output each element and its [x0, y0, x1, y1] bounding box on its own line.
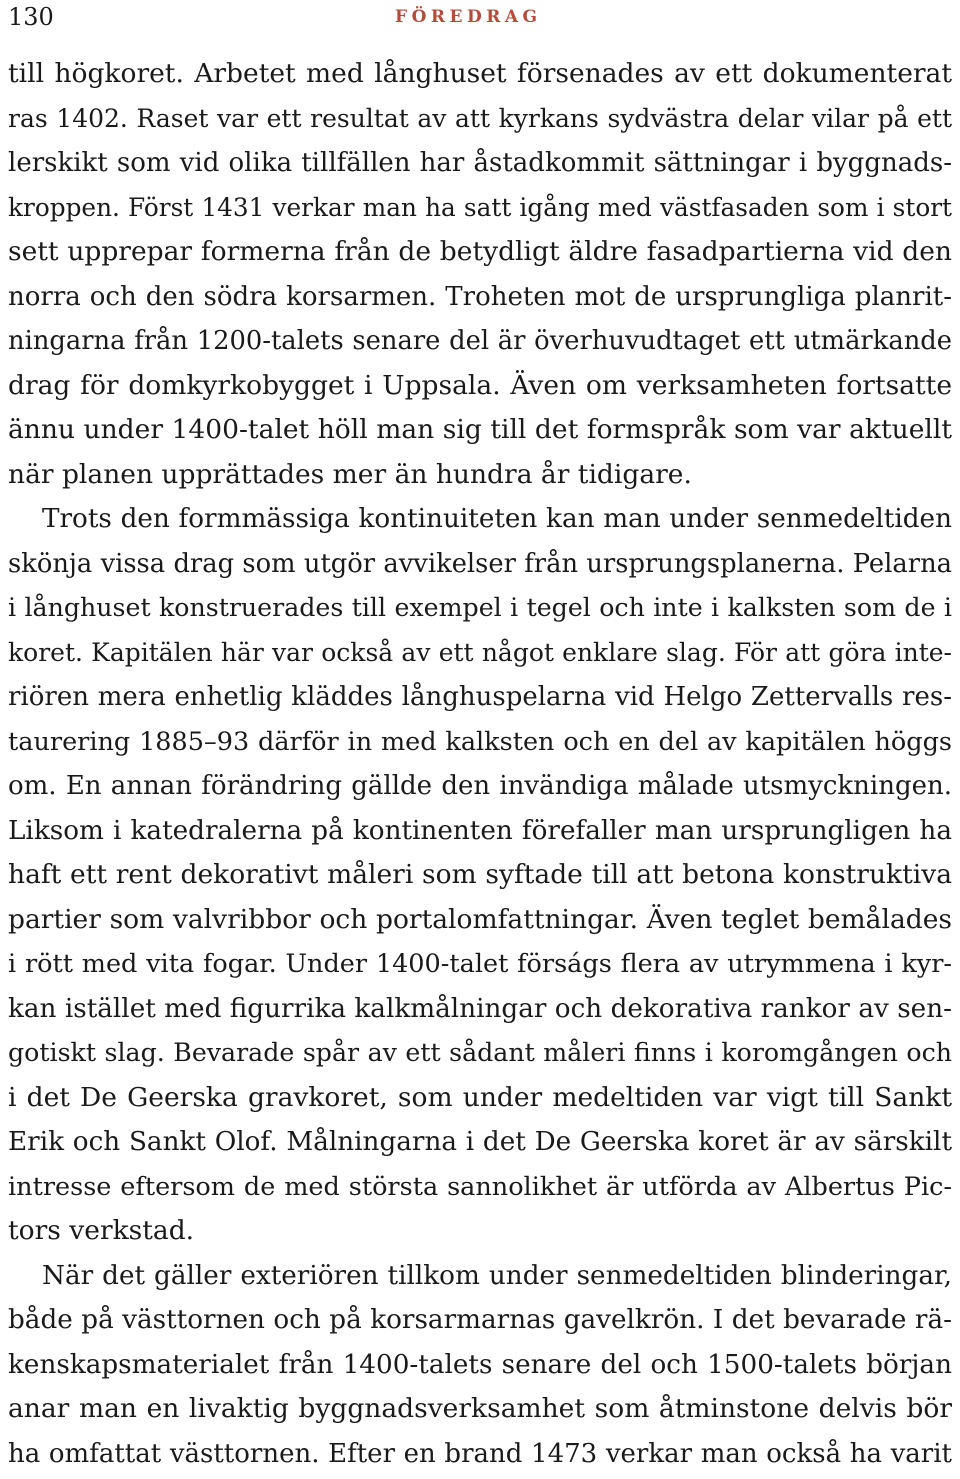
- page-number: 130: [8, 3, 54, 31]
- text-line: i det De Geerska gravkoret, som under medeltiden var vigt till Sankt: [8, 1081, 952, 1113]
- text-line: gotiskt slag. Bevarade spår av ett sådant måleri finns i koromgången och: [8, 1038, 952, 1067]
- text-line: anar man en livaktig byggnadsverksamhet som åtminstone delvis bör: [8, 1393, 952, 1424]
- text-line: kan istället med figurrika kalkmålningar och dekorativa rankor av sen-: [8, 993, 952, 1024]
- text-line: ha omfattat västtornen. Efter en brand 1473 verkar man också ha varit: [8, 1438, 952, 1469]
- text-line: lerskikt som vid olika tillfällen har åstadkommit sättningar i byggnads-: [8, 148, 952, 178]
- text-line: intresse eftersom de med största sannolikhet är utförda av Albertus Pic-: [8, 1171, 952, 1202]
- text-line: taurering 1885–93 därför in med kalksten och en del av kapitälen höggs: [8, 726, 952, 757]
- text-line: partier som valvribbor och portalomfattningar. Även teglet bemålades: [8, 903, 952, 935]
- text-line: När det gäller exteriören tillkom under senmedeltiden blinderingar,: [42, 1260, 952, 1291]
- text-line: i rött med vita fogar. Under 1400-talet förságs flera av utrymmena i kyr-: [8, 949, 952, 979]
- running-head: FÖREDRAG: [395, 7, 542, 27]
- text-line: norra och den södra korsarmen. Troheten mot de ursprungliga planrit-: [8, 281, 952, 312]
- text-line: kroppen. Först 1431 verkar man ha satt igång med västfasaden som i stort: [8, 192, 952, 222]
- text-line: om. En annan förändring gällde den invändiga målade utsmyckningen.: [8, 771, 952, 801]
- text-line: ningarna från 1200-talets senare del är överhuvudtaget ett utmärkande: [8, 326, 952, 356]
- text-line: Trots den formmässiga kontinuiteten kan man under senmedeltiden: [42, 504, 952, 534]
- text-line: när planen upprättades mer än hundra år tidigare.: [8, 458, 692, 490]
- body-text: [8, 52, 952, 1476]
- text-line: drag för domkyrkobygget i Uppsala. Även om verksamheten fortsatte: [8, 369, 952, 401]
- text-line: både på västtornen och på korsarmarnas gavelkrön. I det bevarade rä-: [8, 1305, 952, 1335]
- text-line: Liksom i katedralerna på kontinenten förefaller man ursprungligen ha: [8, 815, 952, 846]
- text-line: ännu under 1400-talet höll man sig till det formspråk som var aktuellt: [8, 414, 952, 445]
- text-line: haft ett rent dekorativt måleri som syftade till att betona konstruktiva: [8, 859, 952, 890]
- text-line: kenskapsmaterialet från 1400-talets senare del och 1500-talets början: [8, 1349, 952, 1380]
- text-line: Erik och Sankt Olof. Målningarna i det De Geerska koret är av särskilt: [8, 1127, 952, 1157]
- text-line: sett upprepar formerna från de betydligt äldre fasadpartierna vid den: [8, 236, 952, 267]
- text-line: ras 1402. Raset var ett resultat av att kyrkans sydvästra delar vilar på ett: [8, 103, 952, 133]
- text-line: riören mera enhetlig kläddes långhuspelarna vid Helgo Zettervalls res-: [8, 682, 952, 712]
- text-line: i långhuset konstruerades till exempel i tegel och inte i kalksten som de i: [8, 593, 952, 622]
- text-line: koret. Kapitälen här var också av ett något enklare slag. För att göra inte-: [8, 637, 952, 667]
- text-line: tors verkstad.: [8, 1215, 195, 1246]
- text-line: skönja vissa drag som utgör avvikelser från ursprungsplanerna. Pelarna: [8, 548, 952, 579]
- text-line: till högkoret. Arbetet med långhuset försenades av ett dokumenterat: [8, 58, 952, 89]
